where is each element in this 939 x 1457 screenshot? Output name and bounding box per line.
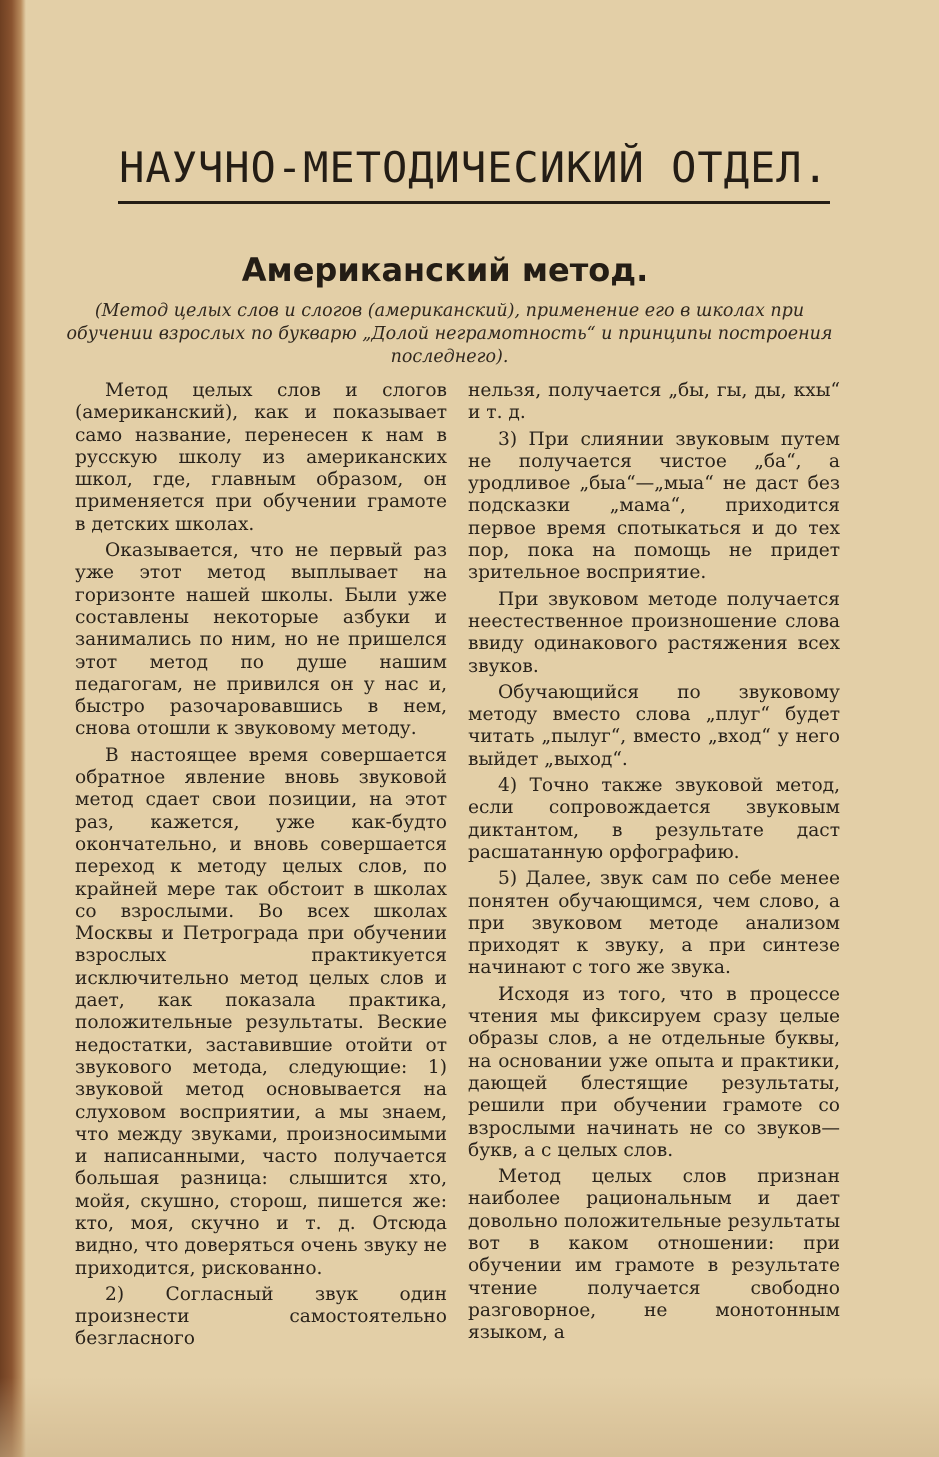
- paragraph: Исходя из того, что в процессе чтения мы фиксируем сразу целые образы слов, а не отдельные буквы, на основании уже опыта и практики, дающей блестящие результаты, решили при обучении грамоте со взрослыми начинать не со звуков—букв, а с целых слов.: [468, 983, 840, 1161]
- paragraph: 3) При слиянии звуковым путем не получается чистое „ба“, а уродливое „быа“—„мыа“ не даст без подсказки „мама“, приходится первое время спотыкаться и до тех пор, пока на помощь не придет зрительное восприятие.: [468, 428, 840, 584]
- paragraph: Обучающийся по звуковому методу вместо слова „плуг“ будет читать „пылуг“, вместо „вход“ у него выйдет „выход“.: [468, 681, 840, 770]
- paragraph: В настоящее время совершается обратное явление вновь звуковой метод сдает свои позиции, на этот раз, кажется, уже как-будто окончательно, и вновь совершается переход к методу целых слов, по крайней мере так обстоит в школах со взрослыми. Во всех школах Москвы и Петрограда при обучении взрослых практикуется исключительно метод целых слов и дает, как показала практика, положительные результаты. Веские недостатки, заставившие отойти от звукового метода, следующие: 1) звуковой метод основывается на слуховом восприятии, а мы знаем, что между звуками, произносимыми и написанными, часто получается большая разница: слышится хто, мойя, скушно, сторош, пишется же: кто, моя, скучно и т. д. Отсюда видно, что доверяться очень звуку не приходится, рискованно.: [75, 744, 447, 1279]
- right-column: [468, 380, 840, 1348]
- paragraph: Метод целых слов признан наиболее рациональным и дает довольно положительные результаты вот в каком отношении: при обучении им грамоте в результате чтение получается свободно разговорное, не монотонным языком, а: [468, 1166, 840, 1344]
- paragraph: При звуковом методе получается неестественное произношение слова ввиду одинакового растяжения всех звуков.: [468, 588, 840, 677]
- page-bottom-shade: [0, 1377, 939, 1457]
- paragraph: 2) Согласный звук один произнести самостоятельно безгласного: [75, 1283, 447, 1350]
- section-title: НАУЧНО-МЕТОДИЧЕСИКИЙ ОТДЕЛ.: [119, 143, 829, 192]
- article-title: Американский метод.: [241, 251, 649, 289]
- left-column: [75, 380, 447, 1355]
- paragraph: Оказывается, что не первый раз уже этот метод выплывает на горизонте нашей школы. Были уже составлены некоторые азбуки и занимались по ним, но не пришелся этот метод по душе нашим педагогам, не привился он у нас и, быстро разочаровавшись в нем, снова отошли к звуковому методу.: [75, 540, 447, 740]
- paragraph: 4) Точно также звуковой метод, если сопровождается звуковым диктантом, в результате даст расшатанную орфографию.: [468, 775, 840, 863]
- article-subtitle: (Метод целых слов и слогов (американский), применение его в школах при обучении взрослых по букварю „Долой неграмотность“ и принципы построения последнего).: [66, 301, 833, 367]
- book-spine-shadow: [0, 0, 26, 1457]
- section-title-underline: [118, 201, 830, 204]
- paragraph-continuation: нельзя, получается „бы, гы, ды, кхы“ и т. д.: [468, 380, 840, 424]
- paragraph: Метод целых слов и слогов (американский), как и показывает само название, перенесен к нам в русскую школу из американских школ, где, главным образом, он применяется при обучении грамоте в детских школах.: [75, 380, 447, 535]
- paragraph: 5) Далее, звук сам по себе менее понятен обучающимся, чем слово, а при звуковом методе анализом приходят к звуку, а при синтезе начинают с того же звука.: [468, 868, 840, 979]
